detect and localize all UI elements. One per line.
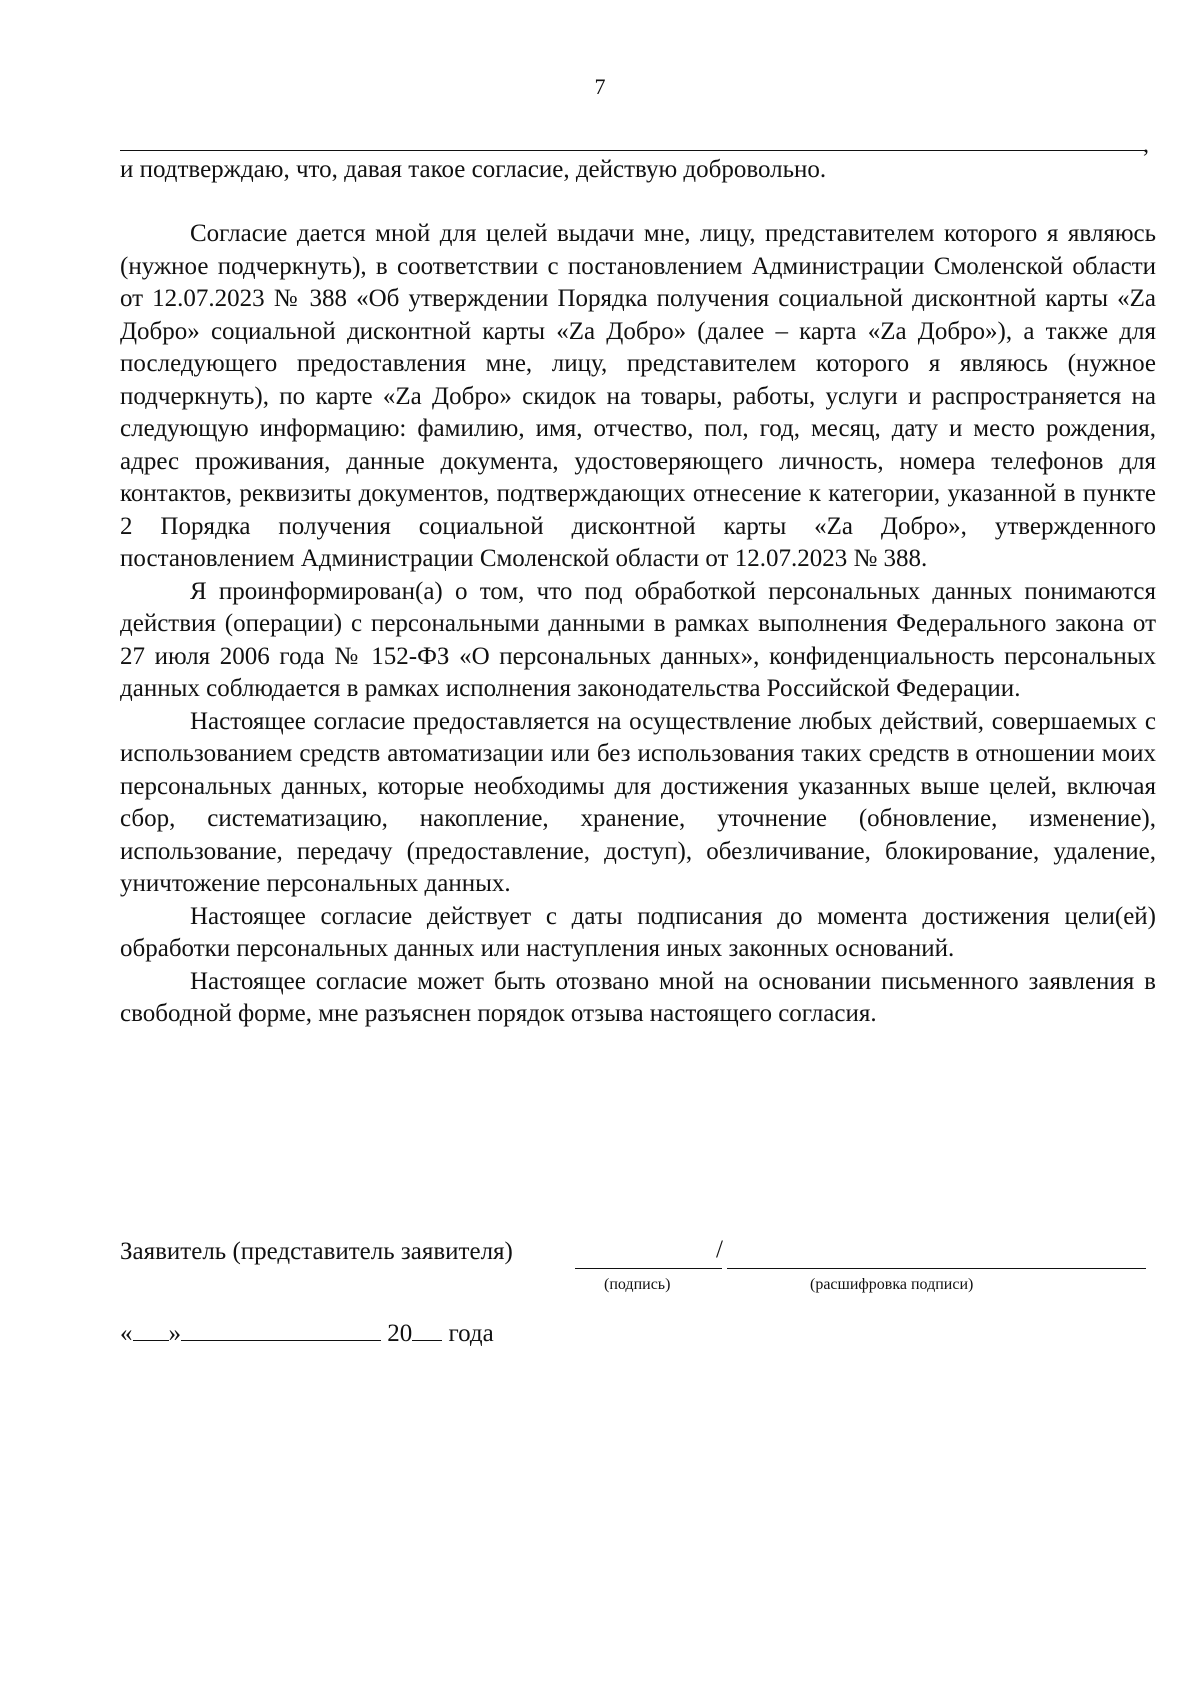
- signature-decoding-caption: (расшифровка подписи): [810, 1276, 974, 1293]
- signature-caption: (подпись): [604, 1276, 671, 1293]
- consent-paragraphs: [120, 218, 1156, 1031]
- signature-label: Заявитель (представитель заявителя): [120, 1238, 513, 1265]
- date-open-quote: «: [120, 1320, 133, 1347]
- date-line: [120, 1316, 494, 1348]
- year-prefix: 20: [387, 1320, 413, 1347]
- signature-decoding-blank[interactable]: [727, 1268, 1146, 1269]
- top-blank-line: [120, 150, 1145, 151]
- year-blank[interactable]: [412, 1316, 442, 1341]
- paragraph-purpose: Согласие дается мной для целей выдачи мне, лицу, представителем которого я являюсь (нужное подчеркнуть), в соответствии с постановлением Администрации Смоленской области от 12.07.2023 № 388 «Об утверждении Порядка получения социальной дисконтной карты «Za Добро» социальной дисконтной карты «Za Добро» (далее – карта «Za Добро»), а также для последующего предоставления мне, лицу, представителем которого я являюсь (нужное подчеркнуть), по карте «Za Добро» скидок на товары, работы, услуги и распространяется на следующую информацию: фамилию, имя, отчество, пол, год, месяц, дату и место рождения, адрес проживания, данные документа, удостоверяющего личность, номера телефонов для контактов, реквизиты документов, подтверждающих отнесение к категории, указанной в пункте 2 Порядка получения социальной дисконтной карты «Za Добро», утвержденного постановлением Администрации Смоленской области от 12.07.2023 № 388.: [120, 220, 1156, 572]
- month-blank[interactable]: [181, 1316, 381, 1341]
- paragraph-informed: Я проинформирован(а) о том, что под обработкой персональных данных понимаются действия (операции) с персональными данными в рамках выполнения Федерального закона от 27 июля 2006 года № 152-ФЗ «О персональных данных», конфиденциальность персональных данных соблюдается в рамках исполнения законодательства Российской Федерации.: [120, 577, 1156, 702]
- signature-blank[interactable]: [575, 1268, 722, 1269]
- paragraph-withdrawal: Настоящее согласие может быть отозвано мной на основании письменного заявления в свободной форме, мне разъяснен порядок отзыва настоящего согласия.: [120, 967, 1156, 1027]
- date-close-quote: »: [168, 1320, 181, 1347]
- signature-slash: /: [716, 1236, 723, 1263]
- page-number: 7: [594, 74, 606, 99]
- paragraph-validity: Настоящее согласие действует с даты подписания до момента достижения цели(ей) обработки персональных данных или наступления иных законных оснований.: [120, 902, 1156, 962]
- paragraph-actions: Настоящее согласие предоставляется на осуществление любых действий, совершаемых с использованием средств автоматизации или без использования таких средств в отношении моих персональных данных, которые необходимы для достижения указанных выше целей, включая сбор, систематизацию, накопление, хранение, уточнение (обновление, изменение), использование, передачу (предоставление, доступ), обезличивание, блокирование, удаление, уничтожение персональных данных.: [120, 707, 1156, 897]
- year-suffix: года: [448, 1320, 494, 1347]
- day-blank[interactable]: [133, 1316, 169, 1341]
- top-blank-comma: ,: [1143, 132, 1149, 158]
- intro-line: и подтверждаю, что, давая такое согласие, действую добровольно.: [120, 156, 827, 183]
